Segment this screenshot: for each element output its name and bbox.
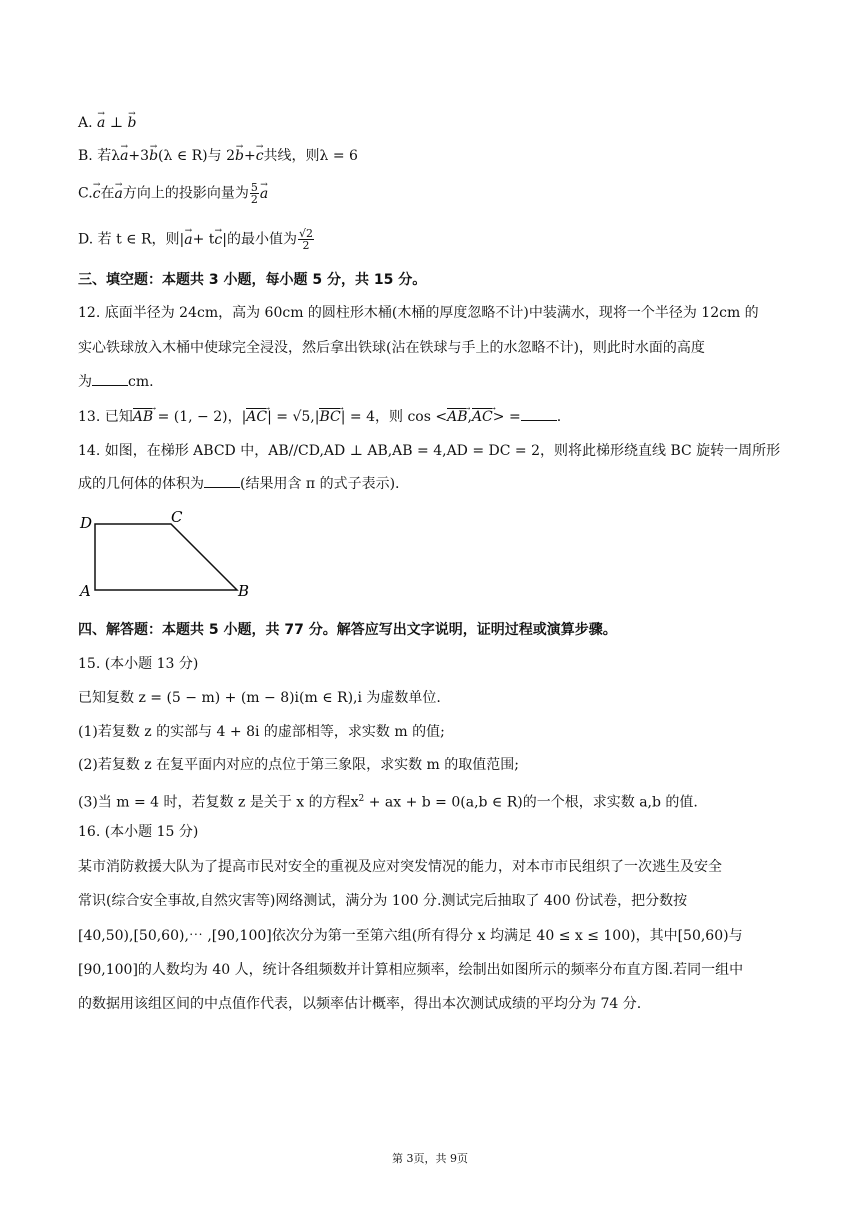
q13-line: 13. 已知AB → = (1, − 2)，|AC →| = √5,|BC →| = 4，则 cos <AB →,AC →> = . (78, 407, 561, 427)
section-3-heading: 三、填空题：本题共 3 小题，每小题 5 分，共 15 分。 (78, 272, 427, 288)
trapezoid-shape (95, 524, 237, 590)
option-a: A. → a ⊥ → b (78, 113, 136, 133)
answer-blank (92, 373, 128, 386)
q16-line-5: 的数据用该组区间的中点值作代表，以频率估计概率，得出本次测试成绩的平均分为 74 分. (78, 996, 642, 1012)
trapezoid-figure (74, 506, 274, 602)
label-b: B (238, 582, 250, 600)
q15-intro: 已知复数 z = (5 − m) + (m − 8)i(m ∈ R),i 为虚数单位. (78, 690, 441, 706)
q16-line-2: 常识(综合安全事故,自然灾害等)网络测试，满分为 100 分.测试完后抽取了 400 份试卷，把分数按 (78, 893, 688, 909)
q14-line-1: 14. 如图，在梯形 ABCD 中，AB//CD,AD ⊥ AB,AB = 4,AD = DC = 2，则将此梯形绕直线 BC 旋转一周所形 (78, 443, 781, 459)
label-d: D (80, 514, 93, 532)
q12-line-2: 实心铁球放入木桶中使球完全浸没，然后拿出铁球(沾在铁球与手上的水忽略不计)，则此时水面的高度 (78, 340, 705, 356)
option-c: C.→ c在→ a方向上的投影向量为 $\frac{5}{2}$ → a (78, 182, 268, 205)
answer-blank (521, 408, 557, 421)
q15-part-3: (3)当 m = 4 时，若复数 z 是关于 x 的方程$x^2$ + ax + b = 0(a,b ∈ R)的一个根，求实数 a,b 的值. (78, 794, 698, 811)
option-b: B. 若λ→ a+3→ b(λ ∈ R)与 2→ b+→ c共线，则λ = 6 (78, 146, 358, 166)
q16-line-4: [90,100]的人数均为 40 人，统计各组频数并计算相应频率，绘制出如图所示的频率分布直方图.若同一组中 (78, 962, 744, 978)
q15-head: 15. (本小题 13 分) (78, 656, 199, 672)
q12-line-1: 12. 底面半径为 24cm，高为 60cm 的圆柱形木桶(木桶的厚度忽略不计)中装满水，现将一个半径为 12cm 的 (78, 305, 759, 321)
answer-blank (204, 475, 240, 488)
q15-part-1: (1)若复数 z 的实部与 4 + 8i 的虚部相等，求实数 m 的值; (78, 724, 445, 740)
q15-part-2: (2)若复数 z 在复平面内对应的点位于第三象限，求实数 m 的取值范围; (78, 757, 519, 773)
section-4-heading: 四、解答题：本题共 5 小题，共 77 分。解答应写出文字说明，证明过程或演算步骤。 (78, 622, 617, 638)
option-d: D. 若 t ∈ R，则|→ a+ t→ c|的最小值为 $\frac{√2}{2}$ (78, 228, 315, 251)
page-footer: 第 3页，共 9页 (392, 1152, 468, 1165)
q14-line-2: 成的几何体的体积为 (结果用含 π 的式子表示). (78, 476, 400, 492)
q12-line-3: 为 cm. (78, 374, 154, 390)
q16-line-3: [40,50),[50,60),⋯ ,[90,100]依次分为第一至第六组(所有得分 x 均满足 40 ≤ x ≤ 100)，其中[50,60)与 (78, 928, 743, 944)
q16-head: 16. (本小题 15 分) (78, 824, 199, 840)
label-a: A (80, 582, 91, 600)
label-c: C (171, 508, 183, 526)
q16-line-1: 某市消防救援大队为了提高市民对安全的重视及应对突发情况的能力，对本市市民组织了一次逃生及安全 (78, 859, 722, 875)
